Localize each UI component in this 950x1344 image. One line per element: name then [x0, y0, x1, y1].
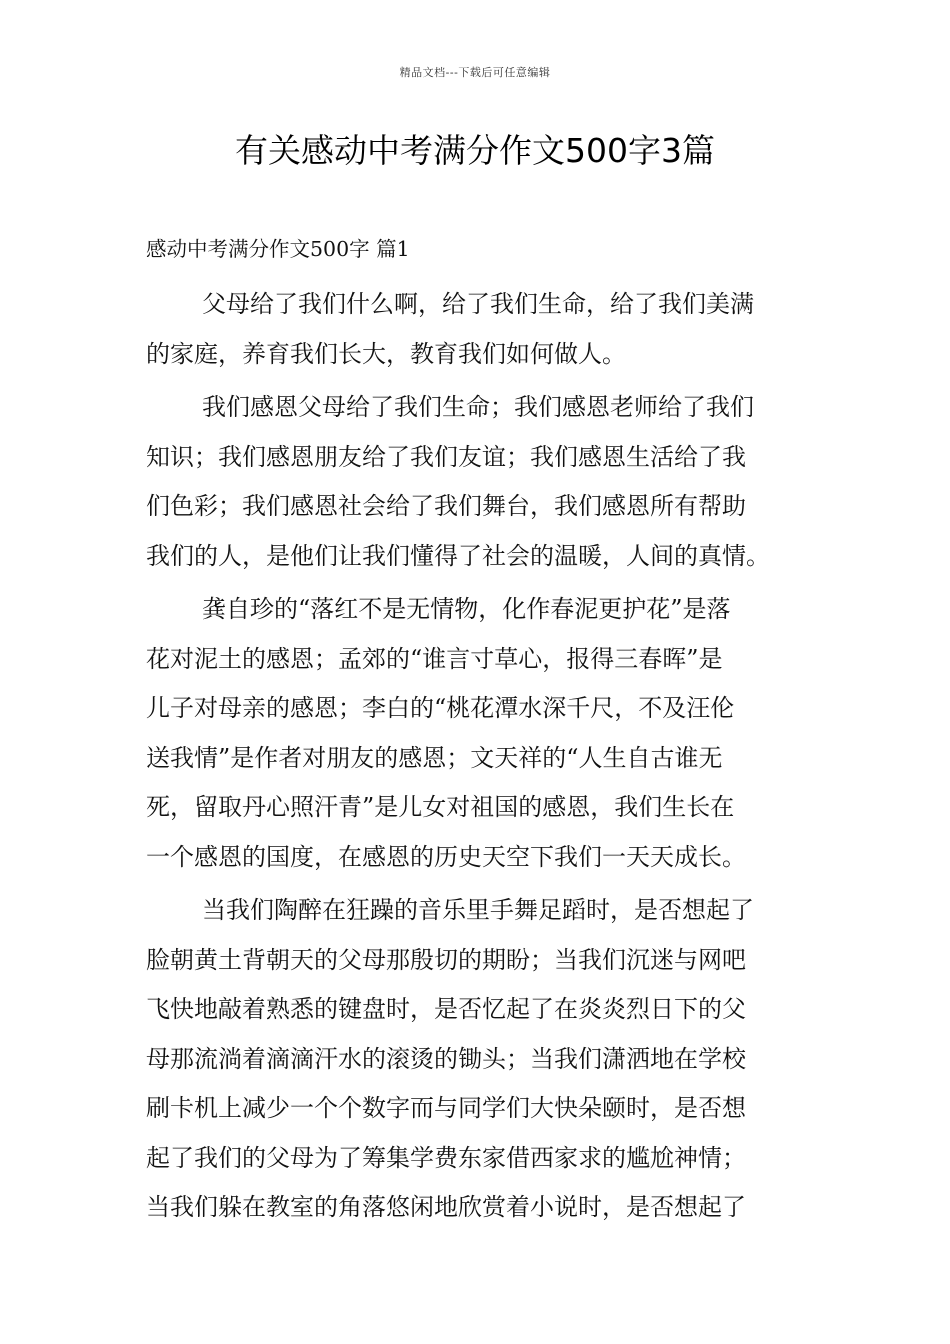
paragraph-line: 当我们躲在教室的角落悠闲地欣赏着小说时，是否想起了: [146, 1193, 746, 1221]
paragraph: [146, 280, 806, 379]
header-note: 精品文档---下载后可任意编辑: [399, 66, 551, 79]
paragraph-line: 一个感恩的国度，在感恩的历史天空下我们一天天成长。: [146, 842, 746, 871]
paragraph-line: 父母给了我们什么啊，给了我们生命，给了我们美满: [202, 290, 754, 318]
section-heading: 感动中考满分作文500字 篇1: [146, 237, 410, 261]
body-text: [146, 280, 806, 1237]
paragraph-line: 儿子对母亲的感恩；李白的“桃花潭水深千尺，不及汪伦: [146, 694, 735, 722]
paragraph: [146, 383, 806, 581]
paragraph-line: 的家庭，养育我们长大，教育我们如何做人。: [146, 339, 626, 368]
paragraph: [146, 585, 806, 882]
paragraph: [146, 886, 806, 1233]
paragraph-line: 母那流淌着滴滴汗水的滚烫的锄头；当我们潇洒地在学校: [146, 1044, 746, 1073]
paragraph-line: 起了我们的父母为了筹集学费东家借西家求的尴尬神情；: [146, 1143, 746, 1172]
paragraph-line: 我们感恩父母给了我们生命；我们感恩老师给了我们: [202, 393, 754, 421]
paragraph-line: 飞快地敲着熟悉的键盘时，是否忆起了在炎炎烈日下的父: [146, 995, 746, 1023]
paragraph-line: 我们的人，是他们让我们懂得了社会的温暖，人间的真情。: [146, 541, 770, 570]
paragraph-line: 脸朝黄土背朝天的父母那殷切的期盼；当我们沉迷与网吧: [146, 945, 746, 974]
paragraph-line: 知识；我们感恩朋友给了我们友谊；我们感恩生活给了我: [146, 442, 746, 471]
document-title: 有关感动中考满分作文500字3篇: [235, 131, 715, 170]
paragraph-line: 刷卡机上减少一个个数字而与同学们大快朵颐时，是否想: [146, 1094, 746, 1122]
paragraph-line: 龚自珍的“落红不是无情物，化作春泥更护花”是落: [202, 595, 731, 623]
paragraph-line: 送我情”是作者对朋友的感恩；文天祥的“人生自古谁无: [146, 743, 723, 772]
paragraph-line: 死，留取丹心照汗青”是儿女对祖国的感恩，我们生长在: [146, 793, 735, 821]
paragraph-line: 花对泥土的感恩；孟郊的“谁言寸草心，报得三春晖”是: [146, 644, 723, 673]
paragraph-line: 当我们陶醉在狂躁的音乐里手舞足蹈时，是否想起了: [202, 896, 754, 924]
paragraph-line: 们色彩；我们感恩社会给了我们舞台，我们感恩所有帮助: [146, 492, 746, 520]
